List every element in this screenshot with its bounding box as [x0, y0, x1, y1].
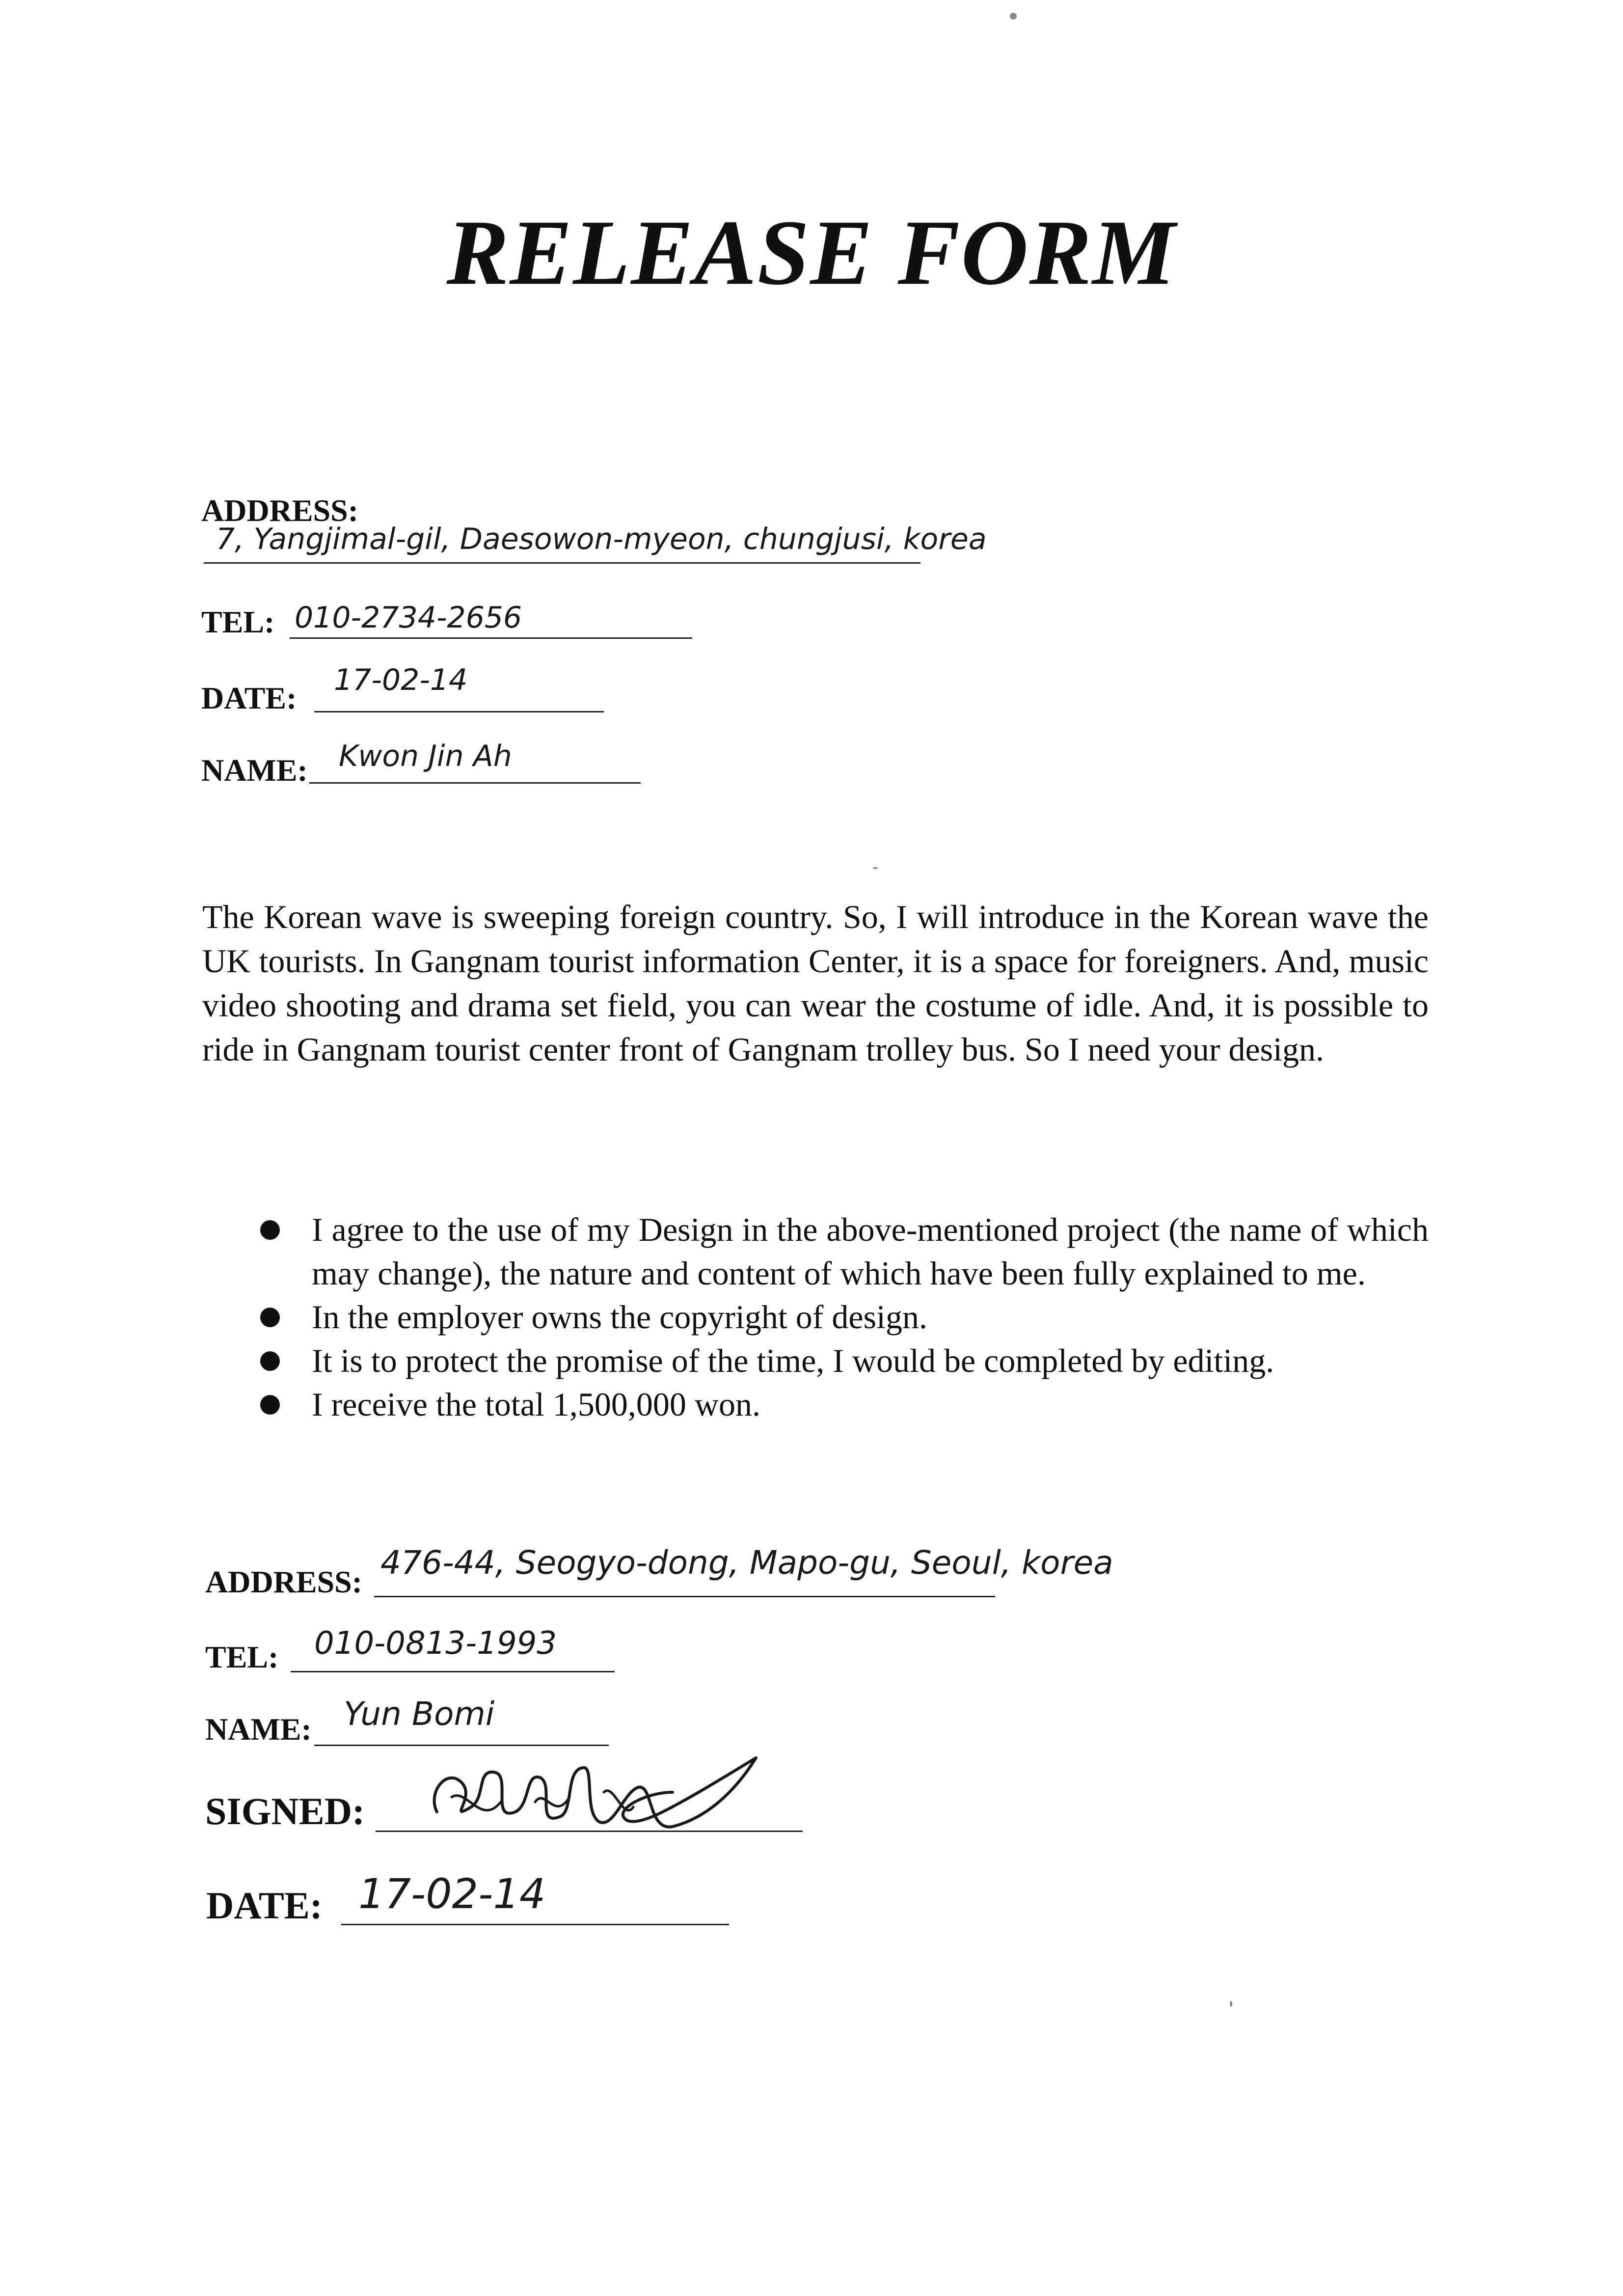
- client-date-label: DATE:: [201, 681, 297, 715]
- list-item-text: In the employer owns the copyright of design.: [312, 1298, 927, 1336]
- scan-speck: [873, 867, 878, 869]
- bullet-icon: [260, 1220, 280, 1240]
- scan-speck: [1010, 13, 1017, 20]
- designer-address-underline: [374, 1596, 995, 1597]
- signed-label: SIGNED:: [205, 1790, 365, 1832]
- designer-date-underline: [341, 1924, 729, 1925]
- designer-address-label: ADDRESS:: [205, 1564, 363, 1599]
- list-item: [260, 1208, 1429, 1295]
- bullet-icon: [260, 1308, 280, 1327]
- client-name-value[interactable]: Kwon Jin Ah: [339, 739, 512, 773]
- scan-speck: [1230, 2001, 1232, 2007]
- designer-date-value[interactable]: 17-02-14: [358, 1870, 546, 1918]
- signature-scribble-icon: [417, 1738, 771, 1846]
- designer-date-label: DATE:: [206, 1884, 323, 1927]
- client-address-underline: [204, 562, 920, 564]
- client-name-underline: [309, 782, 641, 784]
- client-date-underline: [314, 711, 604, 712]
- client-tel-label: TEL:: [201, 604, 275, 639]
- list-item: [260, 1339, 1429, 1383]
- designer-name-value[interactable]: Yun Bomi: [344, 1695, 495, 1733]
- intro-paragraph: The Korean wave is sweeping foreign country. So, I will introduce in the Korean wave the UK tourists. In Gangnam tourist information Center, it is a space for foreigners. And, music video shooting and drama set field, you can wear the costume of idle. And, it is possible to ride in Gangnam tourist center front of Gangnam trolley bus. So I need your design.: [202, 898, 1429, 1068]
- designer-tel-value[interactable]: 010-0813-1993: [314, 1625, 557, 1662]
- designer-name-label: NAME:: [205, 1712, 312, 1747]
- designer-tel-label: TEL:: [205, 1640, 279, 1674]
- signature-underline: [376, 1831, 803, 1832]
- bullet-icon: [260, 1351, 280, 1371]
- client-address-value[interactable]: 7, Yangjimal-gil, Daesowon-myeon, chungjusi, korea: [216, 522, 987, 556]
- designer-tel-underline: [291, 1671, 615, 1672]
- terms-list: [260, 1208, 1429, 1426]
- form-title: RELEASE FORM: [446, 201, 1177, 304]
- list-item: [260, 1295, 1429, 1339]
- list-item-text: I receive the total 1,500,000 won.: [312, 1386, 760, 1423]
- client-name-label: NAME:: [201, 753, 308, 788]
- bullet-icon: [260, 1395, 280, 1415]
- list-item: [260, 1383, 1429, 1426]
- client-date-value[interactable]: 17-02-14: [334, 663, 468, 697]
- client-tel-value[interactable]: 010-2734-2656: [295, 601, 522, 635]
- client-tel-underline: [290, 637, 692, 639]
- client-address-label: ADDRESS:: [201, 493, 359, 528]
- list-item-text: It is to protect the promise of the time, I would be completed by editing.: [312, 1342, 1274, 1379]
- list-item-text: I agree to the use of my Design in the above-mentioned project (the name of which may change), the nature and content of which have been fully explained to me.: [312, 1211, 1429, 1292]
- designer-address-value[interactable]: 476-44, Seogyo-dong, Mapo-gu, Seoul, korea: [380, 1544, 1113, 1582]
